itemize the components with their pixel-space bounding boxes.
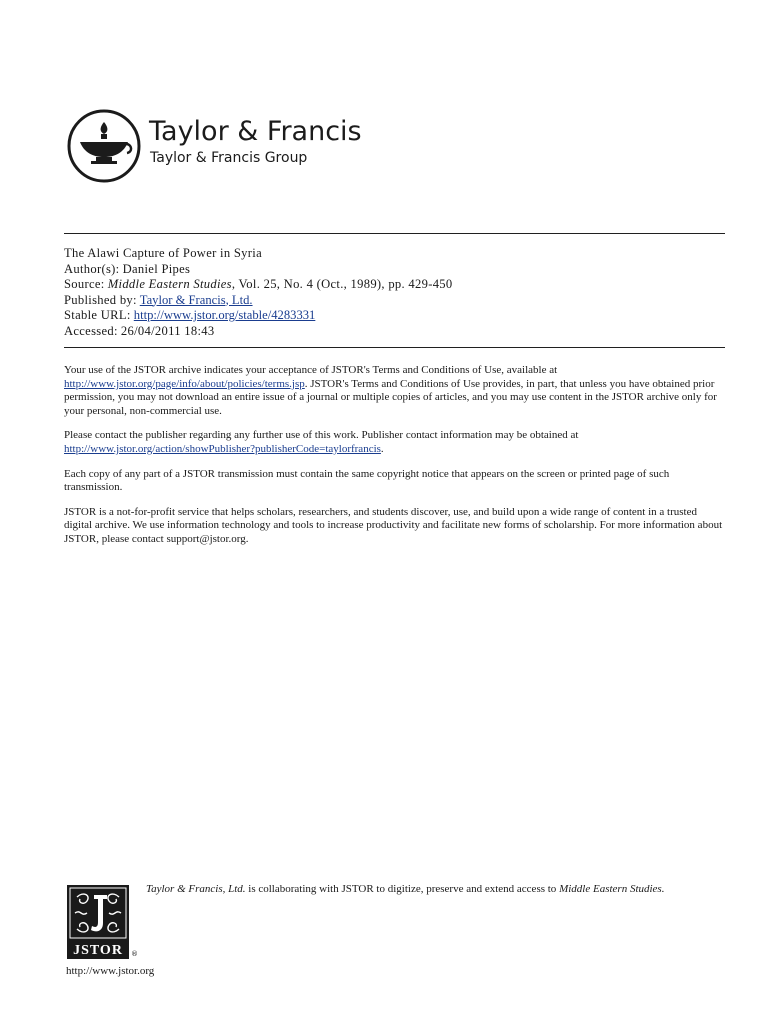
- accessed-value: 26/04/2011 18:43: [120, 323, 215, 338]
- collaboration-note: Taylor & Francis, Ltd. is collaborating with JSTOR to digitize, preserve and extend access to Middle Eastern Studies.: [146, 883, 665, 895]
- terms-of-use: [64, 364, 724, 558]
- terms-link[interactable]: http://www.jstor.org/page/info/about/policies/terms.jsp: [64, 377, 305, 390]
- source-label: Source:: [64, 277, 105, 291]
- source-journal: Middle Eastern Studies: [107, 277, 232, 291]
- publisher-link[interactable]: Taylor & Francis, Ltd.: [139, 292, 253, 307]
- terms-paragraph: Your use of the JSTOR archive indicates your acceptance of JSTOR's Terms and Conditions of Use, available at http://www.jstor.org/page/info/about/policies/terms.jsp. JSTOR's Terms and Conditions of Use provides, in part, that unless you have obtained prior permission, you may not download an entire issue of a journal or multiple copies of articles, and you may use content in the JSTOR archive only for your personal, non-commercial use.: [64, 364, 717, 417]
- footer-journal: Middle Eastern Studies.: [559, 883, 665, 895]
- stable-url-link[interactable]: http://www.jstor.org/stable/4283331: [133, 308, 316, 322]
- jstor-about-paragraph: JSTOR is a not-for-profit service that helps scholars, researchers, and students discover, use, and build upon a wide range of content in a trusted digital archive. We use information technology and tools to increase productivity and facilitate new forms of scholarship. For more information about JSTOR, please contact support@jstor.org.: [64, 505, 723, 545]
- published-by-line: [64, 293, 724, 309]
- accessed-line: [64, 324, 724, 340]
- authors-value: Daniel Pipes: [122, 261, 191, 276]
- copyright-notice-paragraph: Each copy of any part of a JSTOR transmission must contain the same copyright notice that appears on the screen or printed page of such transmission.: [64, 467, 670, 494]
- oil-lamp-emblem-icon: [66, 108, 142, 184]
- jstor-url[interactable]: http://www.jstor.org: [66, 965, 155, 977]
- publisher-contact-link[interactable]: http://www.jstor.org/action/showPublisher?publisherCode=taylorfrancis: [64, 442, 381, 455]
- publisher-logo-group: Taylor & Francis Group: [150, 150, 308, 166]
- authors-label: Author(s):: [64, 261, 120, 276]
- citation-block: [64, 246, 724, 339]
- authors-line: [64, 262, 724, 278]
- article-title: The Alawi Capture of Power in Syria: [64, 246, 262, 260]
- footer-publisher: Taylor & Francis, Ltd.: [146, 883, 246, 895]
- jstor-logo-text: JSTOR: [73, 943, 123, 958]
- jstor-logo-icon: [67, 885, 129, 959]
- publisher-logo: [66, 108, 366, 186]
- publisher-logo-name: Taylor & Francis: [149, 116, 362, 147]
- publisher-contact-paragraph: Please contact the publisher regarding any further use of this work. Publisher contact information may be obtained at http://www.jstor.org/action/showPublisher?publisherCode=taylorfrancis.: [64, 429, 579, 455]
- source-line: [64, 277, 724, 293]
- registered-mark: ®: [131, 950, 138, 958]
- bottom-rule: [64, 347, 725, 348]
- stable-url-line: [64, 308, 724, 324]
- accessed-label: Accessed:: [64, 323, 118, 338]
- stable-url-label: Stable URL:: [64, 308, 131, 322]
- source-details: , Vol. 25, No. 4 (Oct., 1989), pp. 429-450: [231, 277, 453, 291]
- published-by-label: Published by:: [64, 292, 137, 307]
- top-rule: [64, 233, 725, 234]
